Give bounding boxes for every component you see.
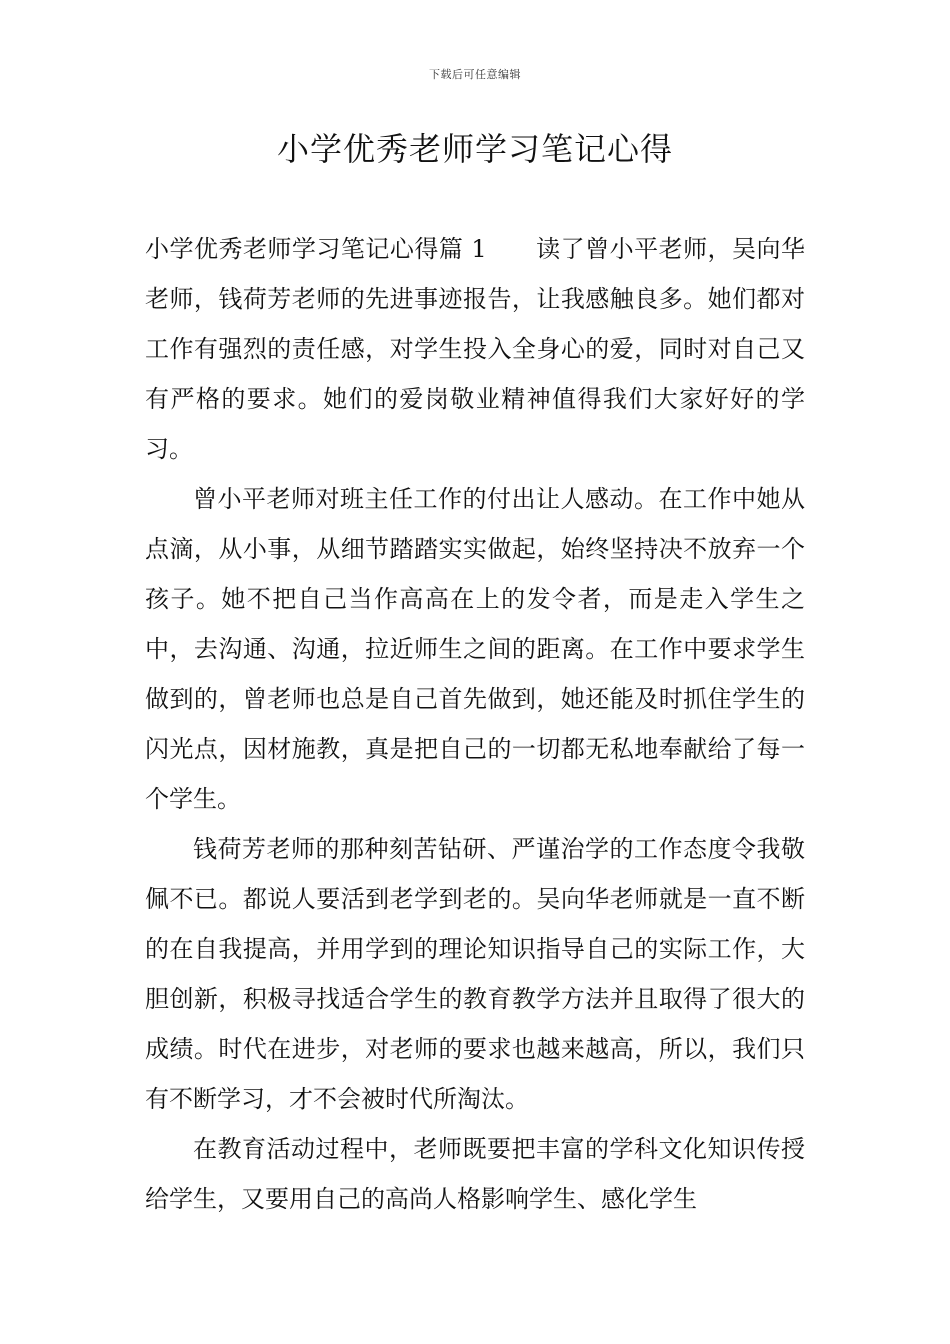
paragraph-2: 曾小平老师对班主任工作的付出让人感动。在工作中她从点滴，从小事，从细节踏踏实实做起，始终坚持决不放弃一个孩子。她不把自己当作高高在上的发令者，而是走入学生之中，去沟通、沟通，拉近师生之间的距离。在工作中要求学生做到的，曾老师也总是自己首先做到，她还能及时抓住学生的闪光点，因材施教，真是把自己的一切都无私地奉献给了每一个学生。 <box>145 485 805 813</box>
paragraph-4: 在教育活动过程中，老师既要把丰富的学科文化知识传授给学生，又要用自己的高尚人格影响学生、感化学生 <box>145 1135 805 1213</box>
section-heading: 小学优秀老师学习笔记心得篇 1 <box>145 235 487 263</box>
paragraph-1-text: 读了曾小平老师，吴向华老师，钱荷芳老师的先进事迹报告，让我感触良多。她们都对工作有强烈的责任感，对学生投入全身心的爱，同时对自己又有严格的要求。她们的爱岗敬业精神值得我们大家好好的学习。 <box>145 235 806 463</box>
paragraph-1 <box>145 224 805 474</box>
document-body <box>145 224 805 1224</box>
document-title: 小学优秀老师学习笔记心得 <box>276 130 673 168</box>
paragraph-3: 钱荷芳老师的那种刻苦钻研、严谨治学的工作态度令我敬佩不已。都说人要活到老学到老的。吴向华老师就是一直不断的在自我提高，并用学到的理论知识指导自己的实际工作，大胆创新，积极寻找适合学生的教育教学方法并且取得了很大的成绩。时代在进步，对老师的要求也越来越高，所以，我们只有不断学习，才不会被时代所淘汰。 <box>145 835 805 1113</box>
header-note: 下载后可任意编辑 <box>429 68 521 81</box>
